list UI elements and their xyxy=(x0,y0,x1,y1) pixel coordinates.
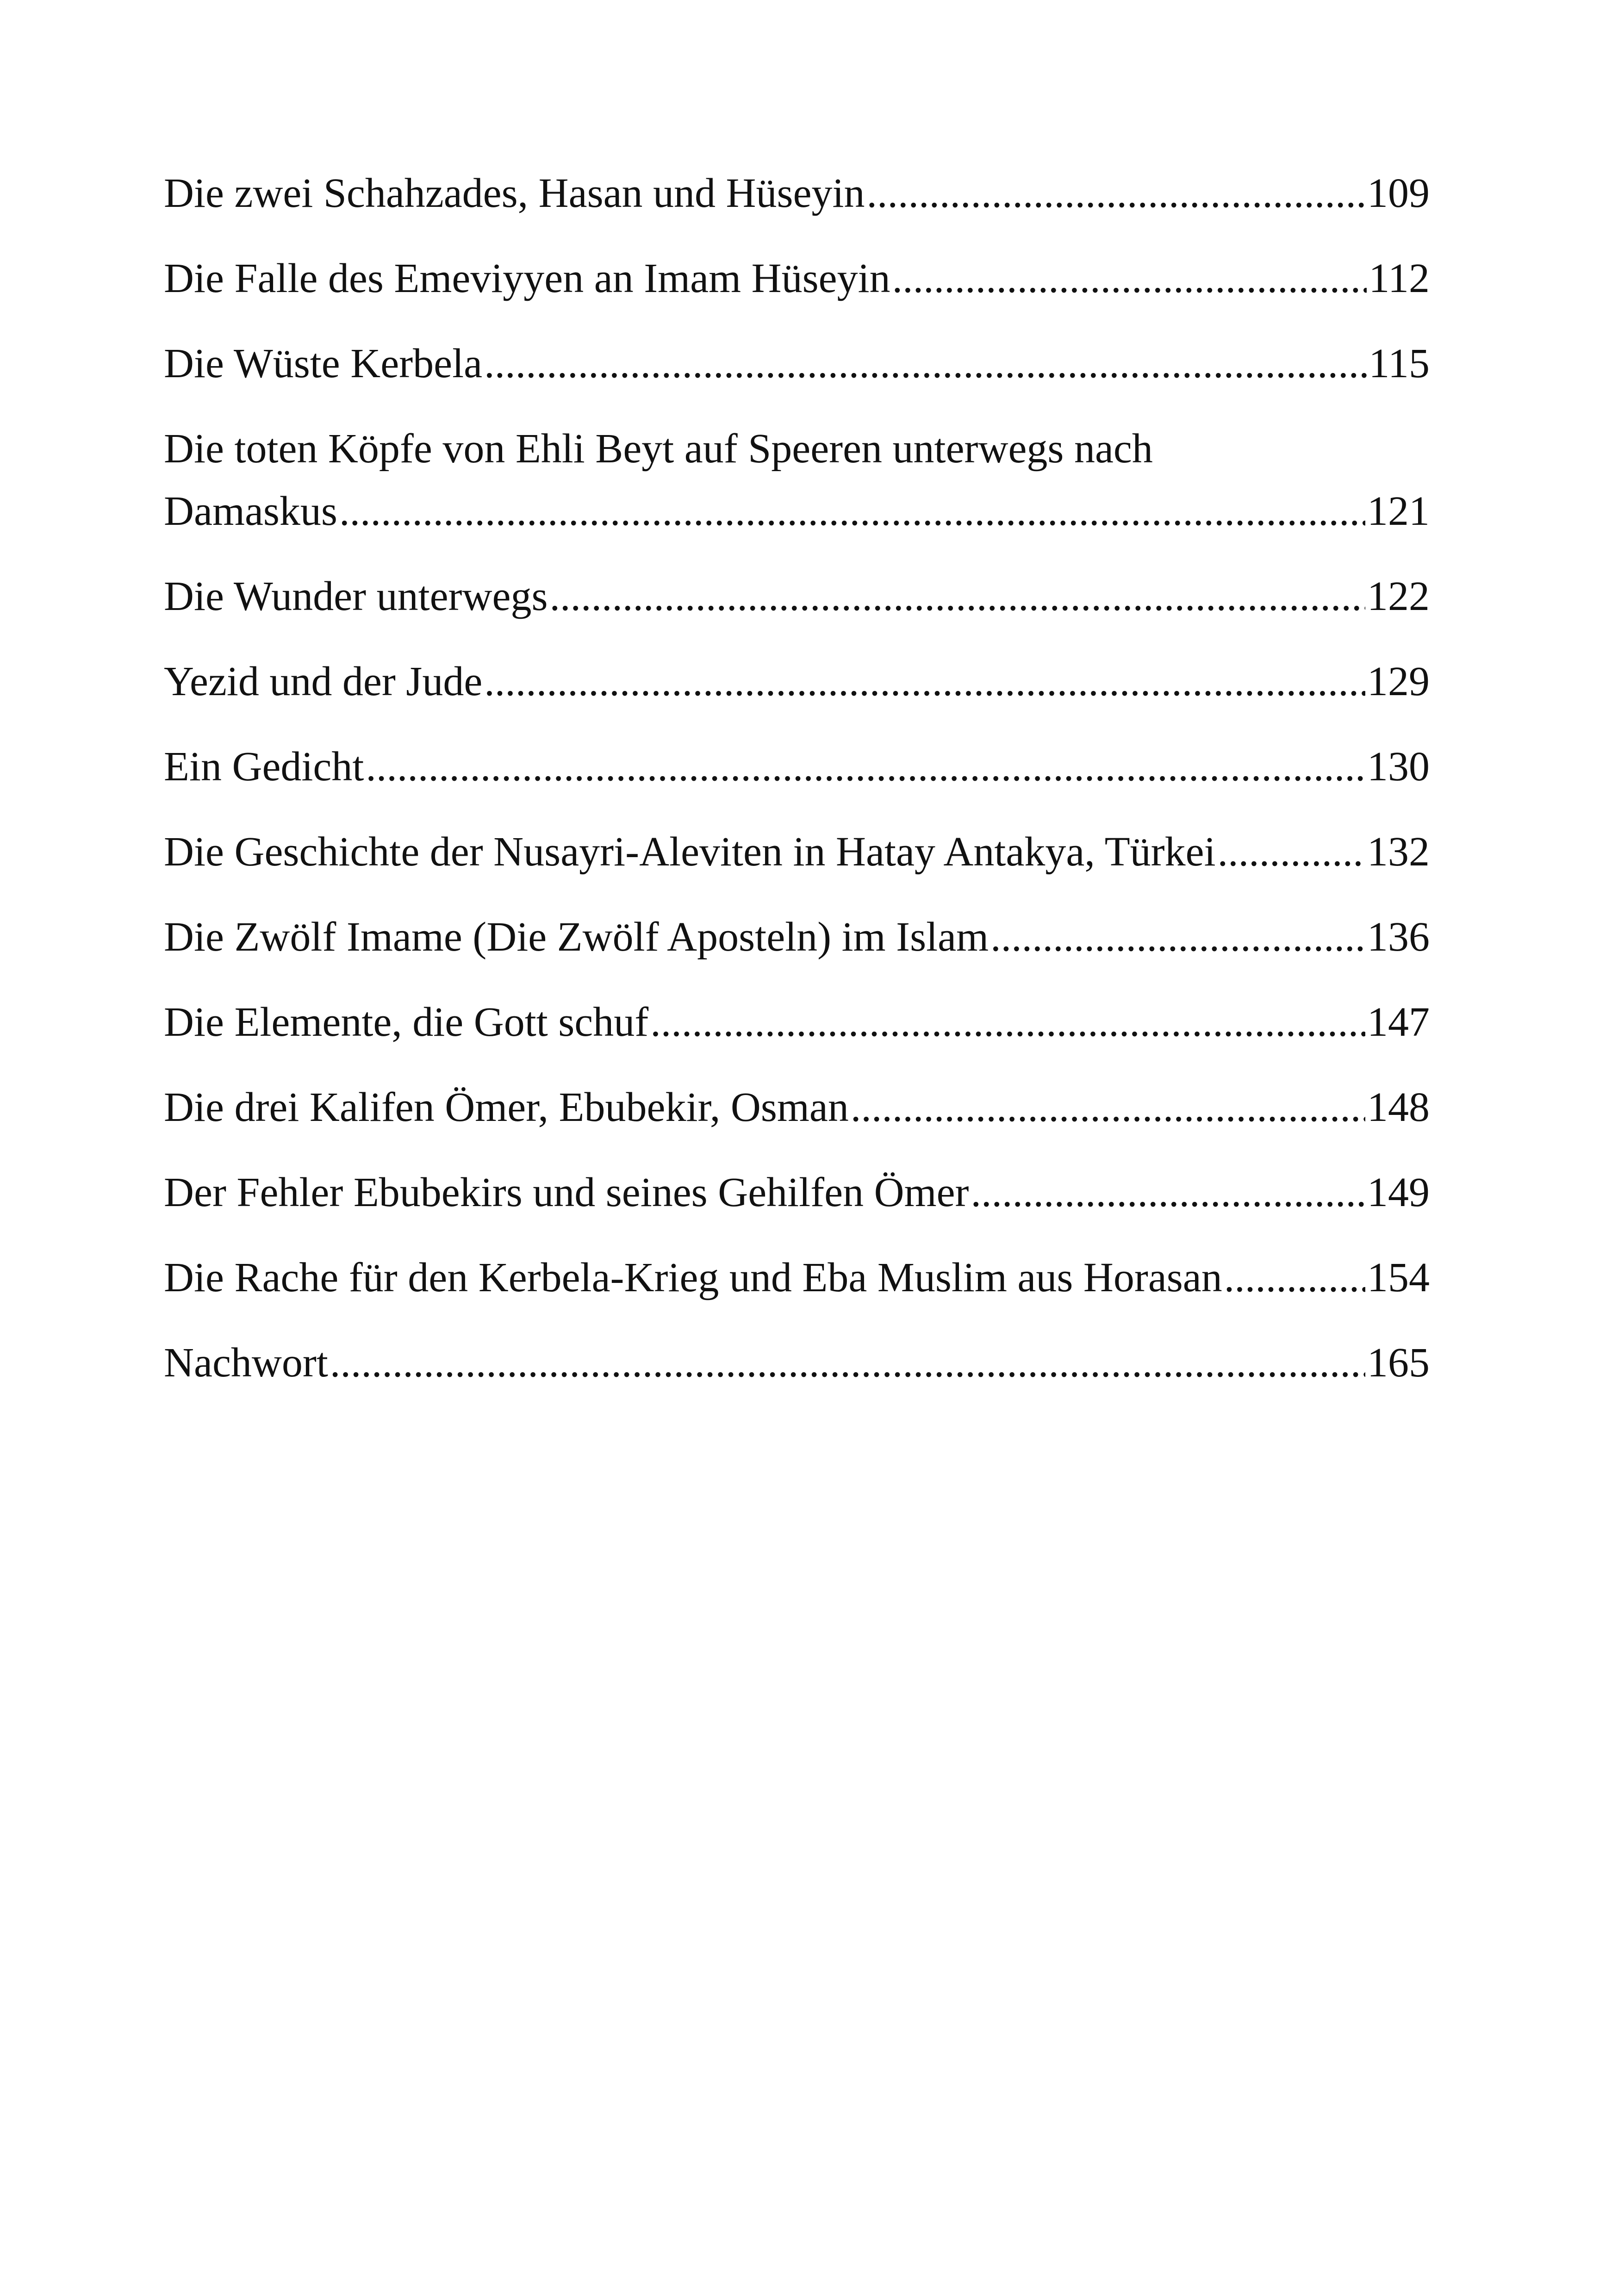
toc-entry-title: Die Elemente, die Gott schuf xyxy=(164,999,649,1045)
toc-entry xyxy=(164,735,1430,798)
toc-page-number: 121 xyxy=(1367,488,1430,534)
toc-entry xyxy=(164,906,1430,968)
toc-dot-leader xyxy=(484,650,1365,713)
toc-dot-leader xyxy=(1224,1246,1365,1309)
toc-entry xyxy=(164,821,1430,883)
toc-entry xyxy=(164,162,1430,224)
toc-dot-leader xyxy=(892,247,1367,310)
toc-entry-title: Die zwei Schahzades, Hasan und Hüseyin xyxy=(164,170,865,216)
toc-entry-title: Die Geschichte der Nusayri-Aleviten in Hatay Antakya, Türkei xyxy=(164,829,1216,875)
toc-page-number: 115 xyxy=(1369,341,1430,386)
toc-entry-title: Die Zwölf Imame (Die Zwölf Aposteln) im Islam xyxy=(164,914,989,960)
toc-dot-leader xyxy=(851,1076,1365,1139)
toc-dot-leader xyxy=(330,1332,1365,1394)
toc-entry xyxy=(164,1246,1430,1309)
toc-entry xyxy=(164,332,1430,395)
toc-entry-title: Die Wüste Kerbela xyxy=(164,341,483,386)
toc-entry-title-line2: Damaskus xyxy=(164,488,337,534)
toc-page-number: 154 xyxy=(1367,1255,1430,1300)
toc-entry-title-line1: Die toten Köpfe von Ehli Beyt auf Speeren unterwegs nach xyxy=(164,426,1153,472)
toc-page-number: 147 xyxy=(1367,999,1430,1045)
toc-entry-title: Ein Gedicht xyxy=(164,744,364,790)
toc-entry-line2 xyxy=(164,480,1430,542)
toc-entry-title: Die drei Kalifen Ömer, Ebubekir, Osman xyxy=(164,1084,849,1130)
table-of-contents xyxy=(164,162,1430,1417)
toc-entry-title: Nachwort xyxy=(164,1340,328,1386)
toc-entry xyxy=(164,1161,1430,1224)
toc-entry xyxy=(164,247,1430,310)
toc-entry-title: Die Wunder unterwegs xyxy=(164,573,548,619)
toc-dot-leader xyxy=(339,480,1365,542)
toc-page-number: 149 xyxy=(1367,1170,1430,1215)
toc-page-number: 148 xyxy=(1367,1084,1430,1130)
toc-page-number: 122 xyxy=(1367,573,1430,619)
toc-entry-title: Yezid und der Jude xyxy=(164,659,483,704)
toc-entry-title: Die Rache für den Kerbela-Krieg und Eba Muslim aus Horasan xyxy=(164,1255,1222,1300)
toc-page-number: 165 xyxy=(1367,1340,1430,1386)
toc-page-number: 129 xyxy=(1367,659,1430,704)
toc-dot-leader xyxy=(484,332,1367,395)
toc-entry xyxy=(164,565,1430,628)
toc-dot-leader xyxy=(1218,821,1365,883)
toc-page-number: 130 xyxy=(1367,744,1430,790)
toc-entry-title: Der Fehler Ebubekirs und seines Gehilfen Ömer xyxy=(164,1170,969,1215)
toc-page-number: 109 xyxy=(1367,170,1430,216)
toc-entry xyxy=(164,991,1430,1053)
toc-page-number: 112 xyxy=(1369,255,1430,301)
toc-dot-leader xyxy=(971,1161,1366,1224)
toc-entry xyxy=(164,1332,1430,1394)
toc-entry xyxy=(164,650,1430,713)
toc-entry xyxy=(164,1076,1430,1139)
toc-dot-leader xyxy=(549,565,1365,628)
toc-dot-leader xyxy=(366,735,1365,798)
toc-dot-leader xyxy=(650,991,1365,1053)
toc-page-number: 136 xyxy=(1367,914,1430,960)
toc-dot-leader xyxy=(990,906,1365,968)
toc-page-number: 132 xyxy=(1367,829,1430,875)
toc-entry-title: Die Falle des Emeviyyen an Imam Hüseyin xyxy=(164,255,890,301)
toc-entry xyxy=(164,417,1430,542)
toc-dot-leader xyxy=(867,162,1365,224)
